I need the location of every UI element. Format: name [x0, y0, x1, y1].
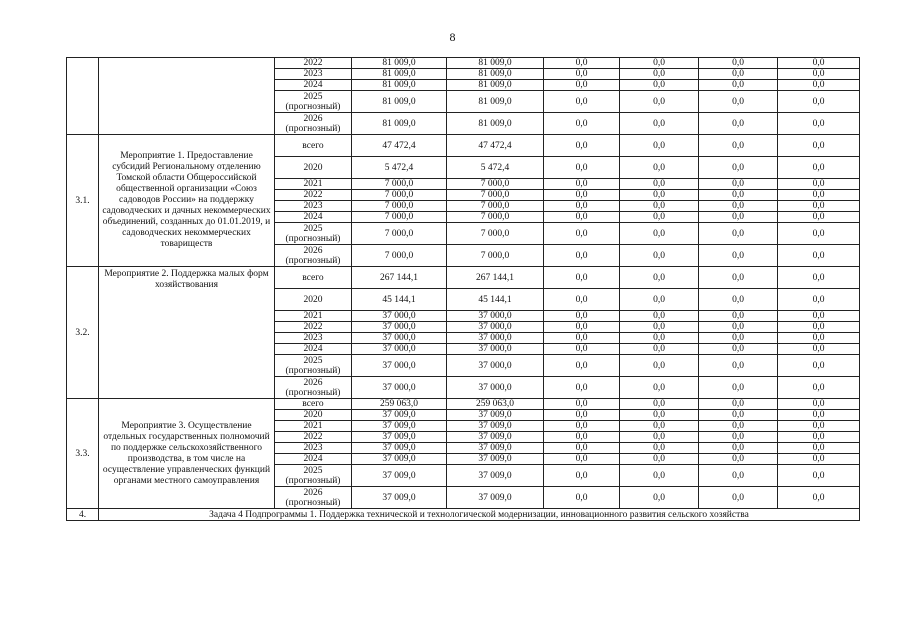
- value-cell: 7 000,0: [352, 179, 447, 190]
- value-cell: 0,0: [544, 135, 620, 157]
- value-cell: 0,0: [620, 443, 699, 454]
- value-cell: 37 009,0: [447, 421, 544, 432]
- value-cell: 267 144,1: [352, 267, 447, 289]
- value-cell: 0,0: [778, 421, 860, 432]
- value-cell: 0,0: [544, 201, 620, 212]
- value-cell: 37 000,0: [352, 333, 447, 344]
- value-cell: 0,0: [620, 487, 699, 509]
- value-cell: 0,0: [544, 465, 620, 487]
- year-cell: 2023: [275, 333, 352, 344]
- task-title: Задача 4 Подпрограммы 1. Поддержка технической и технологической модернизации, инновационного развития сельского хозяйства: [99, 509, 860, 521]
- value-cell: 0,0: [699, 311, 778, 322]
- value-cell: 0,0: [620, 212, 699, 223]
- value-cell: 0,0: [699, 355, 778, 377]
- value-cell: 0,0: [778, 201, 860, 212]
- value-cell: 0,0: [778, 267, 860, 289]
- value-cell: 7 000,0: [447, 223, 544, 245]
- value-cell: 7 000,0: [352, 190, 447, 201]
- value-cell: 0,0: [699, 80, 778, 91]
- value-cell: 0,0: [620, 80, 699, 91]
- value-cell: 0,0: [544, 454, 620, 465]
- value-cell: 7 000,0: [447, 212, 544, 223]
- value-cell: 0,0: [620, 157, 699, 179]
- value-cell: 0,0: [778, 487, 860, 509]
- value-cell: 0,0: [699, 212, 778, 223]
- value-cell: 0,0: [620, 289, 699, 311]
- value-cell: 0,0: [544, 421, 620, 432]
- value-cell: 0,0: [778, 432, 860, 443]
- table-body: [67, 58, 860, 521]
- value-cell: 7 000,0: [352, 212, 447, 223]
- task-row: [67, 509, 860, 521]
- value-cell: 0,0: [778, 58, 860, 69]
- value-cell: 0,0: [699, 190, 778, 201]
- value-cell: 0,0: [778, 91, 860, 113]
- value-cell: 37 000,0: [352, 311, 447, 322]
- value-cell: 37 000,0: [447, 333, 544, 344]
- year-cell: 2020: [275, 289, 352, 311]
- value-cell: 0,0: [699, 91, 778, 113]
- value-cell: 0,0: [544, 157, 620, 179]
- year-cell: 2024: [275, 212, 352, 223]
- value-cell: 0,0: [620, 201, 699, 212]
- value-cell: 0,0: [620, 267, 699, 289]
- value-cell: 0,0: [778, 333, 860, 344]
- value-cell: 47 472,4: [352, 135, 447, 157]
- value-cell: 0,0: [620, 223, 699, 245]
- value-cell: 0,0: [699, 487, 778, 509]
- value-cell: 0,0: [620, 135, 699, 157]
- table-row: [67, 58, 860, 69]
- value-cell: 37 009,0: [447, 454, 544, 465]
- year-cell: 2022: [275, 190, 352, 201]
- value-cell: 0,0: [544, 399, 620, 410]
- value-cell: 0,0: [620, 355, 699, 377]
- value-cell: 37 009,0: [352, 410, 447, 421]
- value-cell: 0,0: [699, 465, 778, 487]
- value-cell: 81 009,0: [447, 113, 544, 135]
- value-cell: 0,0: [544, 322, 620, 333]
- value-cell: 0,0: [620, 399, 699, 410]
- value-cell: 37 009,0: [352, 487, 447, 509]
- row-number: 4.: [67, 509, 99, 521]
- value-cell: 0,0: [544, 267, 620, 289]
- year-cell: 2023: [275, 69, 352, 80]
- value-cell: 0,0: [699, 432, 778, 443]
- value-cell: 0,0: [778, 289, 860, 311]
- value-cell: 37 009,0: [352, 454, 447, 465]
- value-cell: 0,0: [699, 135, 778, 157]
- value-cell: 5 472,4: [447, 157, 544, 179]
- value-cell: 0,0: [699, 69, 778, 80]
- value-cell: 0,0: [544, 355, 620, 377]
- year-cell: 2026 (прогнозный): [275, 487, 352, 509]
- value-cell: 0,0: [544, 80, 620, 91]
- value-cell: 7 000,0: [447, 190, 544, 201]
- value-cell: 37 000,0: [352, 344, 447, 355]
- year-cell: 2025 (прогнозный): [275, 465, 352, 487]
- value-cell: 37 009,0: [352, 432, 447, 443]
- table-row: [67, 399, 860, 410]
- value-cell: 7 000,0: [352, 223, 447, 245]
- page-number: 8: [449, 30, 456, 44]
- value-cell: 0,0: [778, 454, 860, 465]
- value-cell: 37 000,0: [352, 322, 447, 333]
- value-cell: 37 000,0: [352, 377, 447, 399]
- budget-table: [66, 57, 860, 521]
- value-cell: 0,0: [699, 377, 778, 399]
- value-cell: 7 000,0: [447, 201, 544, 212]
- value-cell: 0,0: [620, 377, 699, 399]
- measure-name: Мероприятие 2. Поддержка малых форм хозяйствования: [99, 267, 275, 399]
- row-number: 3.3.: [67, 399, 99, 509]
- value-cell: 0,0: [699, 344, 778, 355]
- value-cell: 0,0: [544, 58, 620, 69]
- value-cell: 81 009,0: [447, 58, 544, 69]
- value-cell: 37 000,0: [447, 377, 544, 399]
- value-cell: 0,0: [778, 245, 860, 267]
- value-cell: 0,0: [778, 135, 860, 157]
- value-cell: 0,0: [778, 399, 860, 410]
- value-cell: 0,0: [778, 113, 860, 135]
- value-cell: 81 009,0: [352, 58, 447, 69]
- value-cell: 0,0: [620, 190, 699, 201]
- value-cell: 0,0: [544, 333, 620, 344]
- value-cell: 7 000,0: [447, 179, 544, 190]
- value-cell: 0,0: [778, 410, 860, 421]
- value-cell: 267 144,1: [447, 267, 544, 289]
- year-cell: 2025 (прогнозный): [275, 91, 352, 113]
- value-cell: 37 000,0: [447, 344, 544, 355]
- value-cell: 0,0: [620, 91, 699, 113]
- value-cell: 45 144,1: [352, 289, 447, 311]
- value-cell: 0,0: [544, 344, 620, 355]
- year-cell: 2024: [275, 454, 352, 465]
- value-cell: 0,0: [544, 432, 620, 443]
- year-cell: 2026 (прогнозный): [275, 377, 352, 399]
- value-cell: 0,0: [620, 410, 699, 421]
- table-row: [67, 135, 860, 157]
- value-cell: 37 000,0: [447, 355, 544, 377]
- value-cell: 0,0: [620, 179, 699, 190]
- value-cell: 0,0: [778, 465, 860, 487]
- year-cell: всего: [275, 399, 352, 410]
- year-cell: 2025 (прогнозный): [275, 355, 352, 377]
- value-cell: 0,0: [699, 157, 778, 179]
- value-cell: 81 009,0: [352, 113, 447, 135]
- value-cell: 0,0: [544, 190, 620, 201]
- value-cell: 0,0: [699, 443, 778, 454]
- value-cell: 37 000,0: [447, 311, 544, 322]
- year-cell: 2021: [275, 179, 352, 190]
- value-cell: 81 009,0: [352, 80, 447, 91]
- value-cell: 7 000,0: [447, 245, 544, 267]
- year-cell: 2025 (прогнозный): [275, 223, 352, 245]
- value-cell: 0,0: [544, 443, 620, 454]
- value-cell: 0,0: [620, 465, 699, 487]
- value-cell: 0,0: [699, 454, 778, 465]
- year-cell: 2024: [275, 80, 352, 91]
- year-cell: всего: [275, 267, 352, 289]
- value-cell: 37 009,0: [447, 487, 544, 509]
- value-cell: 0,0: [544, 179, 620, 190]
- value-cell: 0,0: [544, 311, 620, 322]
- year-cell: 2020: [275, 157, 352, 179]
- value-cell: 0,0: [620, 58, 699, 69]
- value-cell: 0,0: [778, 344, 860, 355]
- value-cell: 45 144,1: [447, 289, 544, 311]
- value-cell: 0,0: [778, 377, 860, 399]
- value-cell: 0,0: [544, 91, 620, 113]
- value-cell: 259 063,0: [447, 399, 544, 410]
- value-cell: 0,0: [620, 69, 699, 80]
- value-cell: 0,0: [699, 245, 778, 267]
- value-cell: 0,0: [699, 333, 778, 344]
- value-cell: 0,0: [544, 289, 620, 311]
- value-cell: 0,0: [778, 311, 860, 322]
- year-cell: 2021: [275, 421, 352, 432]
- value-cell: 0,0: [699, 267, 778, 289]
- year-cell: 2022: [275, 58, 352, 69]
- value-cell: 0,0: [778, 179, 860, 190]
- value-cell: 0,0: [778, 80, 860, 91]
- value-cell: 5 472,4: [352, 157, 447, 179]
- value-cell: 37 000,0: [447, 322, 544, 333]
- value-cell: 0,0: [620, 432, 699, 443]
- value-cell: 81 009,0: [352, 91, 447, 113]
- value-cell: 0,0: [778, 322, 860, 333]
- value-cell: 37 000,0: [352, 355, 447, 377]
- value-cell: 259 063,0: [352, 399, 447, 410]
- value-cell: 0,0: [699, 410, 778, 421]
- value-cell: 0,0: [620, 245, 699, 267]
- value-cell: 37 009,0: [447, 443, 544, 454]
- value-cell: 37 009,0: [447, 432, 544, 443]
- year-cell: всего: [275, 135, 352, 157]
- value-cell: 0,0: [699, 399, 778, 410]
- value-cell: 0,0: [699, 289, 778, 311]
- value-cell: 37 009,0: [352, 421, 447, 432]
- value-cell: 0,0: [699, 201, 778, 212]
- value-cell: 37 009,0: [352, 443, 447, 454]
- value-cell: 0,0: [620, 421, 699, 432]
- value-cell: 0,0: [620, 454, 699, 465]
- year-cell: 2023: [275, 201, 352, 212]
- year-cell: 2022: [275, 432, 352, 443]
- value-cell: 0,0: [544, 487, 620, 509]
- table-row: [67, 267, 860, 289]
- measure-name: [99, 58, 275, 135]
- year-cell: 2022: [275, 322, 352, 333]
- value-cell: 0,0: [544, 410, 620, 421]
- value-cell: 7 000,0: [352, 201, 447, 212]
- value-cell: 0,0: [620, 344, 699, 355]
- value-cell: 0,0: [778, 157, 860, 179]
- value-cell: 0,0: [778, 355, 860, 377]
- value-cell: 0,0: [544, 377, 620, 399]
- value-cell: 0,0: [620, 322, 699, 333]
- value-cell: 0,0: [699, 113, 778, 135]
- value-cell: 0,0: [620, 333, 699, 344]
- value-cell: 81 009,0: [447, 69, 544, 80]
- value-cell: 37 009,0: [447, 410, 544, 421]
- measure-name: Мероприятие 3. Осуществление отдельных государственных полномочий по поддержке сельскохозяйственного производства, в том числе на осуществление управленческих функций органами местного самоуправления: [99, 399, 275, 509]
- value-cell: 0,0: [778, 212, 860, 223]
- year-cell: 2024: [275, 344, 352, 355]
- year-cell: 2020: [275, 410, 352, 421]
- value-cell: 0,0: [778, 443, 860, 454]
- value-cell: 0,0: [544, 245, 620, 267]
- value-cell: 0,0: [778, 223, 860, 245]
- row-number: 3.1.: [67, 135, 99, 267]
- value-cell: 0,0: [620, 113, 699, 135]
- value-cell: 0,0: [699, 421, 778, 432]
- value-cell: 7 000,0: [352, 245, 447, 267]
- year-cell: 2026 (прогнозный): [275, 113, 352, 135]
- value-cell: 0,0: [699, 58, 778, 69]
- row-number: [67, 58, 99, 135]
- value-cell: 81 009,0: [352, 69, 447, 80]
- value-cell: 0,0: [778, 69, 860, 80]
- year-cell: 2021: [275, 311, 352, 322]
- value-cell: 0,0: [699, 179, 778, 190]
- value-cell: 0,0: [544, 69, 620, 80]
- value-cell: 0,0: [778, 190, 860, 201]
- year-cell: 2026 (прогнозный): [275, 245, 352, 267]
- value-cell: 0,0: [544, 223, 620, 245]
- value-cell: 47 472,4: [447, 135, 544, 157]
- value-cell: 37 009,0: [352, 465, 447, 487]
- row-number: 3.2.: [67, 267, 99, 399]
- value-cell: 81 009,0: [447, 91, 544, 113]
- value-cell: 0,0: [620, 311, 699, 322]
- value-cell: 0,0: [699, 322, 778, 333]
- measure-name: Мероприятие 1. Предоставление субсидий Региональному отделению Томской области Общероссийской общественной организации «Союз садоводов России» на поддержку садоводческих и дачных некоммерческих объединений, созданных до 01.01.2019, и садоводческих некоммерческих товариществ: [99, 135, 275, 267]
- value-cell: 0,0: [699, 223, 778, 245]
- value-cell: 81 009,0: [447, 80, 544, 91]
- value-cell: 37 009,0: [447, 465, 544, 487]
- value-cell: 0,0: [544, 113, 620, 135]
- year-cell: 2023: [275, 443, 352, 454]
- value-cell: 0,0: [544, 212, 620, 223]
